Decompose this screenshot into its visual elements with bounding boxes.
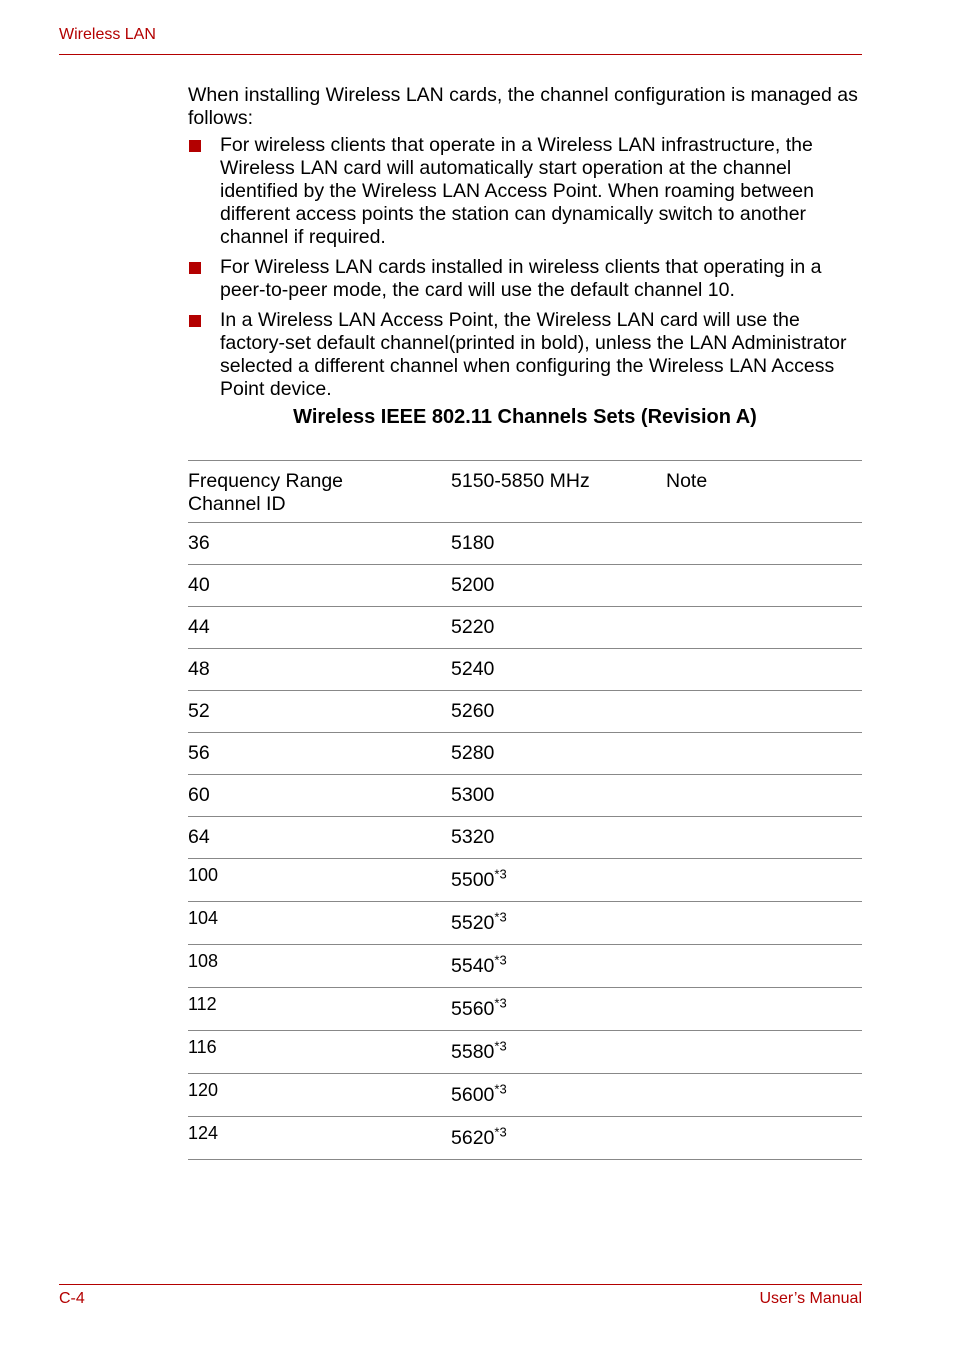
channel-id-cell xyxy=(188,859,451,902)
table-row xyxy=(188,607,862,649)
frequency-cell xyxy=(451,607,666,649)
note-cell xyxy=(666,859,862,902)
table-row xyxy=(188,902,862,945)
note-cell xyxy=(666,691,862,733)
channel-id: 40 xyxy=(188,574,210,596)
frequency-number: 5300 xyxy=(451,784,495,806)
frequency-value xyxy=(451,658,494,680)
frequency-cell xyxy=(451,945,666,988)
note-cell xyxy=(666,945,862,988)
intro-paragraph: When installing Wireless LAN cards, the channel configuration is managed as follows: xyxy=(188,84,858,129)
frequency-cell xyxy=(451,1117,666,1160)
frequency-number: 5600 xyxy=(451,1084,495,1106)
channel-id-cell xyxy=(188,649,451,691)
header-channel-id xyxy=(188,461,451,523)
note-cell xyxy=(666,1117,862,1160)
table-row xyxy=(188,1031,862,1074)
table-row xyxy=(188,649,862,691)
list-item-text: For wireless clients that operate in a Wireless LAN infrastructure, the Wireless LAN card will automatically start operation at the channel identified by the Wireless LAN Access Point. When roaming between different access points the station can dynamically switch to another channel if required. xyxy=(220,134,814,248)
bullet-list xyxy=(188,134,862,401)
note-cell xyxy=(666,1074,862,1117)
table-row xyxy=(188,691,862,733)
channel-id-cell xyxy=(188,733,451,775)
header-frequency: 5150-5850 MHz xyxy=(451,470,590,492)
list-item xyxy=(188,256,862,302)
frequency-cell xyxy=(451,859,666,902)
channels-table xyxy=(188,460,862,1160)
frequency-cell xyxy=(451,902,666,945)
channel-id: 52 xyxy=(188,700,210,722)
running-header: Wireless LAN xyxy=(59,26,156,43)
frequency-cell xyxy=(451,733,666,775)
frequency-cell xyxy=(451,649,666,691)
square-bullet-icon xyxy=(189,140,201,152)
table-header-row xyxy=(188,461,862,523)
frequency-cell xyxy=(451,1031,666,1074)
frequency-number: 5500 xyxy=(451,869,495,891)
frequency-number: 5320 xyxy=(451,826,495,848)
header-frequency-range: Frequency Range xyxy=(188,470,344,492)
square-bullet-icon xyxy=(189,315,201,327)
table-row xyxy=(188,817,862,859)
frequency-cell xyxy=(451,523,666,565)
footnote-marker: *3 xyxy=(494,1038,507,1054)
footnote-marker: *3 xyxy=(494,952,507,968)
frequency-number: 5540 xyxy=(451,955,495,977)
channel-id-cell xyxy=(188,775,451,817)
frequency-number: 5620 xyxy=(451,1127,495,1149)
table-row xyxy=(188,1074,862,1117)
frequency-value xyxy=(451,532,494,554)
table-row xyxy=(188,988,862,1031)
frequency-value xyxy=(451,1031,666,1064)
note-cell xyxy=(666,902,862,945)
channel-id-cell xyxy=(188,945,451,988)
note-cell xyxy=(666,733,862,775)
page-number: C-4 xyxy=(59,1290,85,1307)
frequency-number: 5520 xyxy=(451,912,495,934)
frequency-number: 5260 xyxy=(451,700,495,722)
table-row xyxy=(188,733,862,775)
channel-id-cell xyxy=(188,1117,451,1160)
channel-id: 120 xyxy=(188,1080,219,1100)
table-row xyxy=(188,859,862,902)
footnote-marker: *3 xyxy=(494,909,507,925)
frequency-value xyxy=(451,1117,666,1150)
channel-id: 100 xyxy=(188,865,219,885)
note-cell xyxy=(666,988,862,1031)
frequency-number: 5180 xyxy=(451,532,495,554)
frequency-value xyxy=(451,902,666,935)
channel-id: 104 xyxy=(188,908,219,928)
frequency-number: 5580 xyxy=(451,1041,495,1063)
table-row xyxy=(188,523,862,565)
list-item-text: For Wireless LAN cards installed in wireless clients that operating in a peer-to-peer mode, the card will use the default channel 10. xyxy=(220,256,822,301)
channel-id-cell xyxy=(188,817,451,859)
frequency-cell xyxy=(451,565,666,607)
frequency-cell xyxy=(451,1074,666,1117)
frequency-cell xyxy=(451,691,666,733)
table-row xyxy=(188,775,862,817)
footnote-marker: *3 xyxy=(494,866,507,882)
channel-id: 108 xyxy=(188,951,219,971)
frequency-value xyxy=(451,859,666,892)
channel-id-cell xyxy=(188,902,451,945)
frequency-value xyxy=(451,574,494,596)
frequency-cell xyxy=(451,817,666,859)
header-note: Note xyxy=(666,470,708,492)
list-item xyxy=(188,309,862,401)
frequency-number: 5280 xyxy=(451,742,495,764)
channel-id: 36 xyxy=(188,532,210,554)
footnote-marker: *3 xyxy=(494,1081,507,1097)
channel-id-cell xyxy=(188,691,451,733)
manual-title: User’s Manual xyxy=(759,1290,862,1307)
header-rule xyxy=(59,54,862,55)
footnote-marker: *3 xyxy=(494,995,507,1011)
channel-id: 112 xyxy=(188,994,217,1014)
footnote-marker: *3 xyxy=(494,1124,507,1140)
frequency-number: 5560 xyxy=(451,998,495,1020)
channel-id-cell xyxy=(188,988,451,1031)
channel-id-cell xyxy=(188,1031,451,1074)
frequency-number: 5200 xyxy=(451,574,495,596)
frequency-number: 5240 xyxy=(451,658,495,680)
frequency-value xyxy=(451,742,494,764)
note-cell xyxy=(666,1031,862,1074)
channel-id-cell xyxy=(188,565,451,607)
table-row xyxy=(188,1117,862,1160)
channel-id: 48 xyxy=(188,658,210,680)
channel-id: 56 xyxy=(188,742,210,764)
channel-id-cell xyxy=(188,523,451,565)
list-item xyxy=(188,134,862,249)
note-cell xyxy=(666,523,862,565)
footer-rule xyxy=(59,1284,862,1285)
frequency-value xyxy=(451,700,494,722)
page-content xyxy=(188,84,862,428)
frequency-value xyxy=(451,945,666,978)
header-channel-id-label: Channel ID xyxy=(188,493,286,515)
channel-id-cell xyxy=(188,1074,451,1117)
note-cell xyxy=(666,565,862,607)
frequency-cell xyxy=(451,775,666,817)
table-title: Wireless IEEE 802.11 Channels Sets (Revision A) xyxy=(293,406,757,428)
frequency-cell xyxy=(451,988,666,1031)
channel-id: 116 xyxy=(188,1037,217,1057)
note-cell xyxy=(666,817,862,859)
note-cell xyxy=(666,607,862,649)
channel-id: 124 xyxy=(188,1123,219,1143)
note-cell xyxy=(666,649,862,691)
frequency-value xyxy=(451,826,494,848)
table-row xyxy=(188,945,862,988)
note-cell xyxy=(666,775,862,817)
frequency-value xyxy=(451,1074,666,1107)
list-item-text: In a Wireless LAN Access Point, the Wireless LAN card will use the factory-set default channel(printed in bold), unless the LAN Administrator selected a different channel when configuring the Wireless LAN Access Point device. xyxy=(220,309,847,400)
square-bullet-icon xyxy=(189,262,201,274)
channel-id-cell xyxy=(188,607,451,649)
channel-id: 64 xyxy=(188,826,210,848)
channel-id: 60 xyxy=(188,784,210,806)
channel-id: 44 xyxy=(188,616,210,638)
frequency-number: 5220 xyxy=(451,616,495,638)
frequency-value xyxy=(451,616,494,638)
frequency-value xyxy=(451,784,494,806)
table-row xyxy=(188,565,862,607)
frequency-value xyxy=(451,988,666,1021)
